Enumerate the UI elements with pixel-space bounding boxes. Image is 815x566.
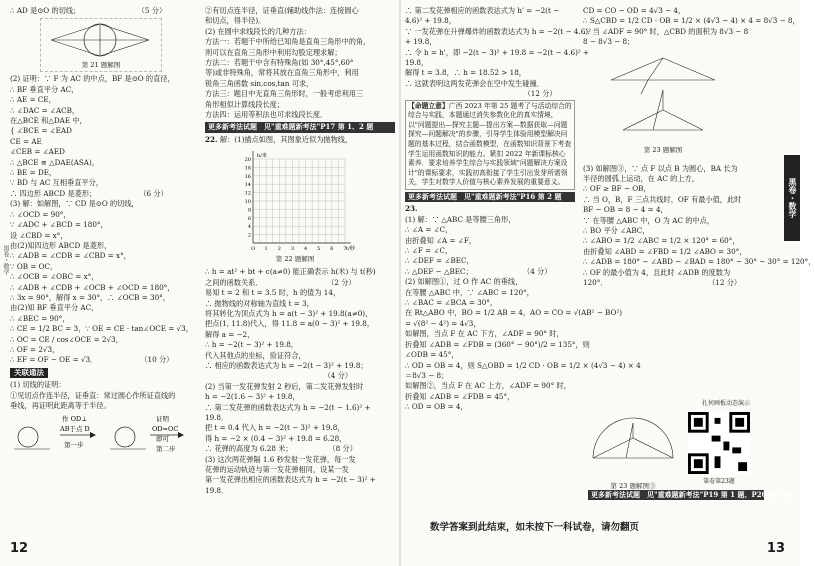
text-line: 由折叠知 ∠ABD = ∠FBD = 1/2 ∠ABO = 30°，: [583, 246, 747, 256]
figure-21-drawing: [41, 19, 159, 61]
text-line: (2) 当第一发花弹发射 2 秒后，第二发花弹发射时: [205, 381, 364, 391]
text-line: ∴ ∠DAC = ∠ACB，: [10, 105, 80, 115]
text-line: ∴ 当 O，B，F 三点共线时，OF 有最小值，此时: [583, 194, 742, 204]
text-line: 如解图，当点 F 在 AC 下方，∠ADF = 90° 时，: [405, 329, 564, 339]
text-line: ∴ 抛物线的对称轴为直线 t = 3，: [205, 298, 314, 308]
text-line: 花弹的运动轨迹与第一发花弹相同，设某一发: [205, 465, 349, 474]
x-tick-label: 5: [317, 246, 321, 253]
text-line: ∴ ∠A = ∠C，: [405, 225, 453, 235]
text-line: 19.8．: [205, 412, 229, 422]
left-side-tab: 黑卷・数学: [2, 245, 9, 275]
c2-lines-b: [205, 267, 395, 496]
text-line: 在 Rt△ABO 中，BO = 1/2 AB = 4，AO = CO = √(AB² − BO²): [405, 308, 623, 318]
text-line: 则可以在直角三角形中利用勾股定理求解；: [205, 47, 342, 57]
text-line: ∵ 一发花弹在升弹爆炸的函数表达式为 h = −2(t − 4.6)²: [405, 26, 591, 36]
text-line: 设 ∠CBD = x°，: [10, 230, 68, 240]
text-line: (1) 切线的证明：: [10, 380, 66, 390]
left-page-column-1: [10, 6, 200, 476]
text-line: { ∠BCE = ∠EAD: [10, 126, 72, 136]
page-number-left: 12: [10, 541, 29, 556]
text-line: ∴ OD = OB = 4，: [405, 402, 468, 412]
new-exam-tip-right-2[interactable]: 更多新考法试题 见"重难题新考法"P19 第 1 题、P20 第 2 题: [588, 490, 764, 500]
q23-label: 23.: [405, 204, 418, 214]
text-line: 第一发花弹出相应的函数表达式为 h = −2(t − 3)² +: [205, 475, 376, 485]
page-fold: [399, 0, 401, 566]
text-line: ∴ h = at² + bt + c(a≠0) 能正确表示 h(米) 与 t(秒): [205, 267, 376, 277]
text-line: ∴ OD = OB = 4，则 S△OBD = 1/2 CD · OB = 1/2 × (4√3 − 4) × 4: [405, 360, 641, 370]
x-tick-label: 4: [303, 246, 308, 253]
text-line: 把点(1, 11.8)代入，得 11.8 = a(0 − 3)² + 19.8，: [205, 319, 375, 329]
y-tick-label: 10: [244, 199, 251, 206]
text-line: 和切点，得半径)。: [205, 16, 266, 26]
text-line: ∴ ∠OCD = 90°，: [10, 209, 71, 219]
text-line: ∴ 花弹的高度为 6.28 米； （8 分）: [205, 444, 357, 454]
x-tick-label: 1: [264, 246, 268, 253]
text-line: ∴ 当 ∠ADF = 90° 时，△CBD 的面积为 8√3 − 8: [583, 26, 749, 36]
text-line: 半径的圆弧上运动，在 AC 的上方，: [583, 174, 699, 184]
x-tick-label: 3: [290, 246, 295, 253]
figure-23-3-caption: 第 23 题解图③: [610, 482, 656, 490]
text-line: ∵ BD 与 AC 互相垂直平分，: [10, 178, 103, 188]
text-line: ∴ 第二发花弹的函数表达式为 h = −2(t − 1.6)² +: [205, 402, 371, 412]
text-line: 方法二：若题干中含有特殊角(如 30°,45°,60°: [205, 58, 354, 68]
c3-lines-a: [405, 6, 591, 100]
y-tick-label: 16: [244, 174, 251, 181]
text-line: （12 分）: [405, 89, 557, 99]
q22-first-text: 解：(1)描点如图，其图象近似为抛物线，: [219, 134, 353, 144]
text-line: ∴ BO 平分 ∠ABC，: [583, 226, 650, 236]
qr-caption-2: 第卷第23题: [703, 478, 735, 485]
commentary-label: 【命题立意】: [408, 101, 449, 110]
text-line: 得 h = −2 × (0.4 − 3)² + 19.8 = 6.28，: [205, 433, 347, 443]
text-line: ∴ ∠BEC = 90°，: [10, 313, 70, 323]
text-line: 4.6)² + 19.8，: [405, 16, 456, 26]
figure-23-3-drawing: [588, 418, 678, 478]
text-line: (1) 解：∵ △ABC 是等腰三角形，: [405, 214, 516, 224]
text-line: 方法三：题目中无直角三角形时，一般考虑利用三: [205, 89, 364, 99]
text-line: 在△BCE 和△DAE 中，: [10, 116, 87, 126]
text-line: 把 t = 0.4 代入 h = −2(t − 3)² + 19.8，: [205, 423, 345, 433]
text-line: ∴ 这就表明这两发花弹会在空中发生碰撞．: [405, 78, 544, 88]
figure-22-caption: 第 22 题解图: [275, 255, 315, 264]
text-line: 解得 a = −2，: [205, 329, 255, 339]
q22-first-line: [205, 135, 395, 145]
text-line: 解得 t = 3.8，∴ h = 18.52 > 18，: [405, 68, 526, 78]
proof-step-label: 即可: [156, 435, 169, 444]
text-line: 将其转化为顶点式为 h = a(t − 3)² + 19.8(a≠0)，: [205, 308, 373, 318]
proof-step-label: 作 OD⊥: [62, 415, 88, 424]
commentary-text: 广西 2023 年第 25 题考了与活动综合的综合与实践，本题通过消失参数化化的真实情境，以"问题提出—探究主题—提出方案—数据获取—问题探究—问题解决"的步骤，引导学生体验用模型解决问题的基本过程，结合函数模型，在函数知识背景下考查学生运用函数知识的能力。紧扣 2022 年新课标核心素养．要求培养学生综合与实践领域"问题解决方案设计"的课标要求，实践初高衔接了学生引出发芽所需领关，学生对数学人价值与核心素养发展的重要意义。: [408, 101, 572, 187]
text-line: (3) 解：如解图，∵ CD 是⊙O 的切线，: [10, 199, 139, 209]
text-line: ②有切点连半径，证垂直(辅助线作法：连接圆心: [205, 6, 359, 15]
text-line: ∴ EF = OF − OE = √3． （10 分）: [10, 355, 174, 365]
figure-23-caption: 第 23 题解图: [643, 145, 683, 154]
y-tick-label: 18: [244, 165, 251, 172]
qr-caption: [676, 400, 776, 407]
text-line: ∴ ∠ADB + ∠CDB + ∠OCB + ∠OCD = 180°，: [10, 282, 175, 292]
figure-21-caption: 第 21 题解图: [81, 61, 121, 70]
y-tick-label: 8: [247, 207, 251, 214]
text-line: ∴ BF 垂直平分 AC，: [10, 84, 79, 94]
graph-22-svg: [235, 147, 355, 255]
text-line: ∠CEB = ∠AED: [10, 147, 65, 157]
text-line: + 19.8，: [405, 37, 437, 47]
text-line: ∴ 四边形 ABCD 是菱形； （6 分）: [10, 188, 168, 198]
proof-steps-figure: [10, 413, 196, 453]
text-line: (3) 如解图③，∵ 点 F 以点 B 为圆心，BA 长为: [583, 163, 738, 173]
text-line: ∵ 在等腰 △ABC 中，O 为 AC 的中点，: [583, 215, 714, 225]
text-line: ∴ ∠ADB = 180° − ∠ABD − ∠BAD = 180° − 30° − 30° = 120°，: [583, 257, 815, 267]
new-exam-tip-left[interactable]: 更多新考法试题 见"重难题新考法"P17 第 1、2 题: [205, 122, 395, 132]
page-number-right: 13: [766, 541, 785, 556]
figure-23-drawing: [603, 50, 723, 146]
text-line: 如解图②，当点 F 在 AC 上方，∠ADF = 90° 时，: [405, 381, 571, 391]
text-line: ∴ CE = 1/2 BC = 3，∵ OE = CE · tan∠OCE = √3，: [10, 324, 193, 334]
left-page-column-2: [205, 6, 395, 531]
y-tick-label: 2: [247, 232, 251, 239]
text-line: ∴ △BCE ≌ △DAE(ASA)，: [10, 157, 99, 167]
text-line: (2) 如解图①，过 O 作 AC 的垂线，: [405, 277, 523, 287]
text-line: ∠ODB = 45°，: [405, 350, 459, 360]
text-line: ∴ ∠ADB = ∠CDB = ∠CBD = x°，: [10, 251, 131, 261]
text-line: 角形相似计算线段长度；: [205, 99, 285, 109]
text-line: ∴ OF = 2√3，: [10, 344, 60, 354]
text-line: BF − OB = 8 − 4 = 4，: [583, 205, 668, 215]
text-line: 由(2)知四边形 ABCD 是菱形，: [10, 240, 112, 250]
text-line: 由折叠知 ∠A = ∠F，: [405, 235, 477, 245]
figure-23-3: [588, 418, 678, 490]
text-line: = √(8² − 4²) = 4√3，: [405, 318, 481, 328]
text-line: (2) 在圆中求线段长的几种方法：: [205, 26, 311, 36]
text-line: ∴ ∠OCB = ∠OBC = x°，: [10, 272, 99, 282]
text-line: ∴ AE = CE，: [10, 95, 56, 105]
text-line: 折叠知 ∠ADB = ∠FDB = 45°，: [405, 391, 515, 401]
y-tick-label: 14: [244, 182, 251, 189]
y-tick-label: 12: [244, 190, 251, 197]
c1-lines-c: [10, 380, 200, 411]
text-line: ∴ 令 h = h'，即 −2(t − 3)² + 19.8 = −2(t − 4.6)² +: [405, 47, 590, 57]
x-tick-label: 6: [330, 246, 334, 253]
q23-label-line: [405, 204, 575, 214]
text-line: ∴ S△CBD = 1/2 CD · OB = 1/2 × (4√3 − 4) × 4 = 8√3 − 8，: [583, 16, 800, 26]
text-line: ∴ ∠F = ∠C，: [405, 246, 453, 256]
proof-step-label: 第二步: [156, 445, 176, 454]
q22-label: 22.: [205, 134, 218, 144]
text-line: ＝8√3 − 8；: [405, 370, 449, 380]
y-axis-label: h/米: [257, 153, 267, 160]
x-tick-label: 2: [277, 246, 281, 253]
text-line: 在等腰 △ABC 中，∵ ∠ABC = 120°，: [405, 287, 534, 297]
text-line: 易知 t = 2 和 t = 3.5 时，h 的值为 14，: [205, 288, 341, 298]
qr-caption-1: 扎何画板动态演示: [701, 400, 750, 407]
proof-step-label: 证明: [156, 415, 169, 424]
new-exam-tip-right-1[interactable]: 更多新考法试题 见"重难题新考法"P16 第 2 题: [405, 192, 575, 202]
method-tip-badge: 关联通法: [10, 368, 48, 378]
text-line: ∴ 3x = 90°，解得 x = 30°，∴ ∠OCB = 30°，: [10, 292, 170, 302]
text-line: 方法四：运用等积法也可求线段长度．: [205, 110, 328, 120]
text-line: ∴ ∠DEF = ∠BEC，: [405, 256, 474, 266]
x-tick-label: 7: [343, 246, 347, 253]
text-line: 锐角三角函数 sin,cos,tan 可求，: [205, 78, 314, 88]
text-line: CD = CO − OD = 4√3 − 4，: [583, 6, 686, 15]
text-line: 由(2)知 BF 垂直平分 AC，: [10, 303, 99, 313]
text-line: ∴ 第二发花弹相应的函数表达式为 h' = −2(t −: [405, 6, 560, 15]
text-line: ∴ BE = DE，: [10, 168, 57, 178]
text-line: ∴ OC = CE / cos∠OCE = 2√3，: [10, 334, 123, 344]
figure-23-1-2: [603, 50, 723, 162]
text-line: (3) 这次两花弹隔 1.6 秒发射一发花弹，每一发: [205, 454, 356, 464]
y-tick-label: 6: [247, 216, 251, 223]
right-side-tab: 黑卷・数学: [784, 155, 800, 241]
text-line: ①见切点作连半径，证垂直：常过圆心作所证直线的: [10, 390, 176, 400]
x-tick-label: O: [250, 246, 256, 253]
text-line: ∴ △DEF ∽ △BEC； （4 分）: [405, 266, 552, 276]
commentary-box: [405, 100, 575, 190]
text-line: ∵ ∠ADC + ∠BCD = 180°，: [10, 220, 108, 230]
text-line: ∴ h = −2(t − 3)² + 19.8，: [205, 340, 298, 350]
text-line: 方法一：若题干中所给已知角是直角三角形中的角，: [205, 37, 371, 47]
figure-22-graph: [235, 147, 355, 265]
text-line: ∴ AD 是⊙O 的切线； （5 分）: [10, 6, 167, 15]
proof-step-label: 第一步: [64, 441, 84, 450]
c1-lines-a: [10, 6, 200, 16]
y-tick-label: 20: [244, 157, 251, 164]
footer-text: 数学答案到此结束，如未按下一科试卷，请勿翻页: [430, 522, 640, 533]
text-line: 垂线，再证明此距离等于半径。: [10, 401, 111, 410]
text-line: CE = AE: [10, 136, 42, 146]
figure-21: [40, 18, 162, 72]
text-line: (2) 证明：∵ F 为 AC 的中点，BF 是⊙O 的直径，: [10, 74, 175, 84]
end-of-answers-footer: [430, 518, 760, 538]
y-tick-label: 4: [247, 224, 251, 231]
text-line: h = −2(1.6 − 3)² + 19.8，: [205, 392, 300, 402]
text-line: ∴ OF ≥ BF − OB，: [583, 184, 651, 194]
c1-lines-b: [10, 74, 200, 365]
text-line: （4 分）: [205, 371, 353, 381]
text-line: 19.8．: [205, 485, 229, 495]
text-line: ∴ OF 的最小值为 4，且此时 ∠ADB 的度数为: [583, 267, 731, 277]
text-line: ∴ ∠BAC = ∠BCA = 30°，: [405, 298, 498, 308]
text-line: ∴ ∠ABO = 1/2 ∠ABC = 1/2 × 120° = 60°，: [583, 236, 740, 246]
proof-step-label: OD=OC: [152, 425, 179, 434]
c2-lines-a: [205, 6, 395, 120]
text-line: ∵ OB = OC，: [10, 261, 58, 271]
commentary-paragraph: [408, 102, 572, 188]
x-axis-label: t/秒: [346, 246, 355, 253]
proof-steps-drawing: [10, 413, 196, 453]
text-line: 折叠知 ∠ADB = ∠FDB = (360° − 90°)/2 = 135°，则: [405, 339, 590, 349]
proof-step-label: AB于点 D: [60, 425, 90, 434]
qr-code[interactable]: [688, 412, 750, 474]
c4-lines-a: [583, 6, 800, 48]
text-line: 19.8，: [405, 58, 429, 68]
text-line: 120°． （12 分）: [583, 278, 742, 288]
text-line: 代入其他点的坐标，验证符合，: [205, 350, 306, 360]
text-line: 之间的函数关系． （2 分）: [205, 277, 356, 287]
text-line: 等)或非特殊角，常将其放在直角三角形中，利用: [205, 68, 359, 78]
text-line: ∴ 相应的函数表达式为 h = −2(t − 3)² + 19.8；: [205, 360, 368, 370]
text-line: 8 − 8√3 − 8；: [583, 37, 635, 47]
